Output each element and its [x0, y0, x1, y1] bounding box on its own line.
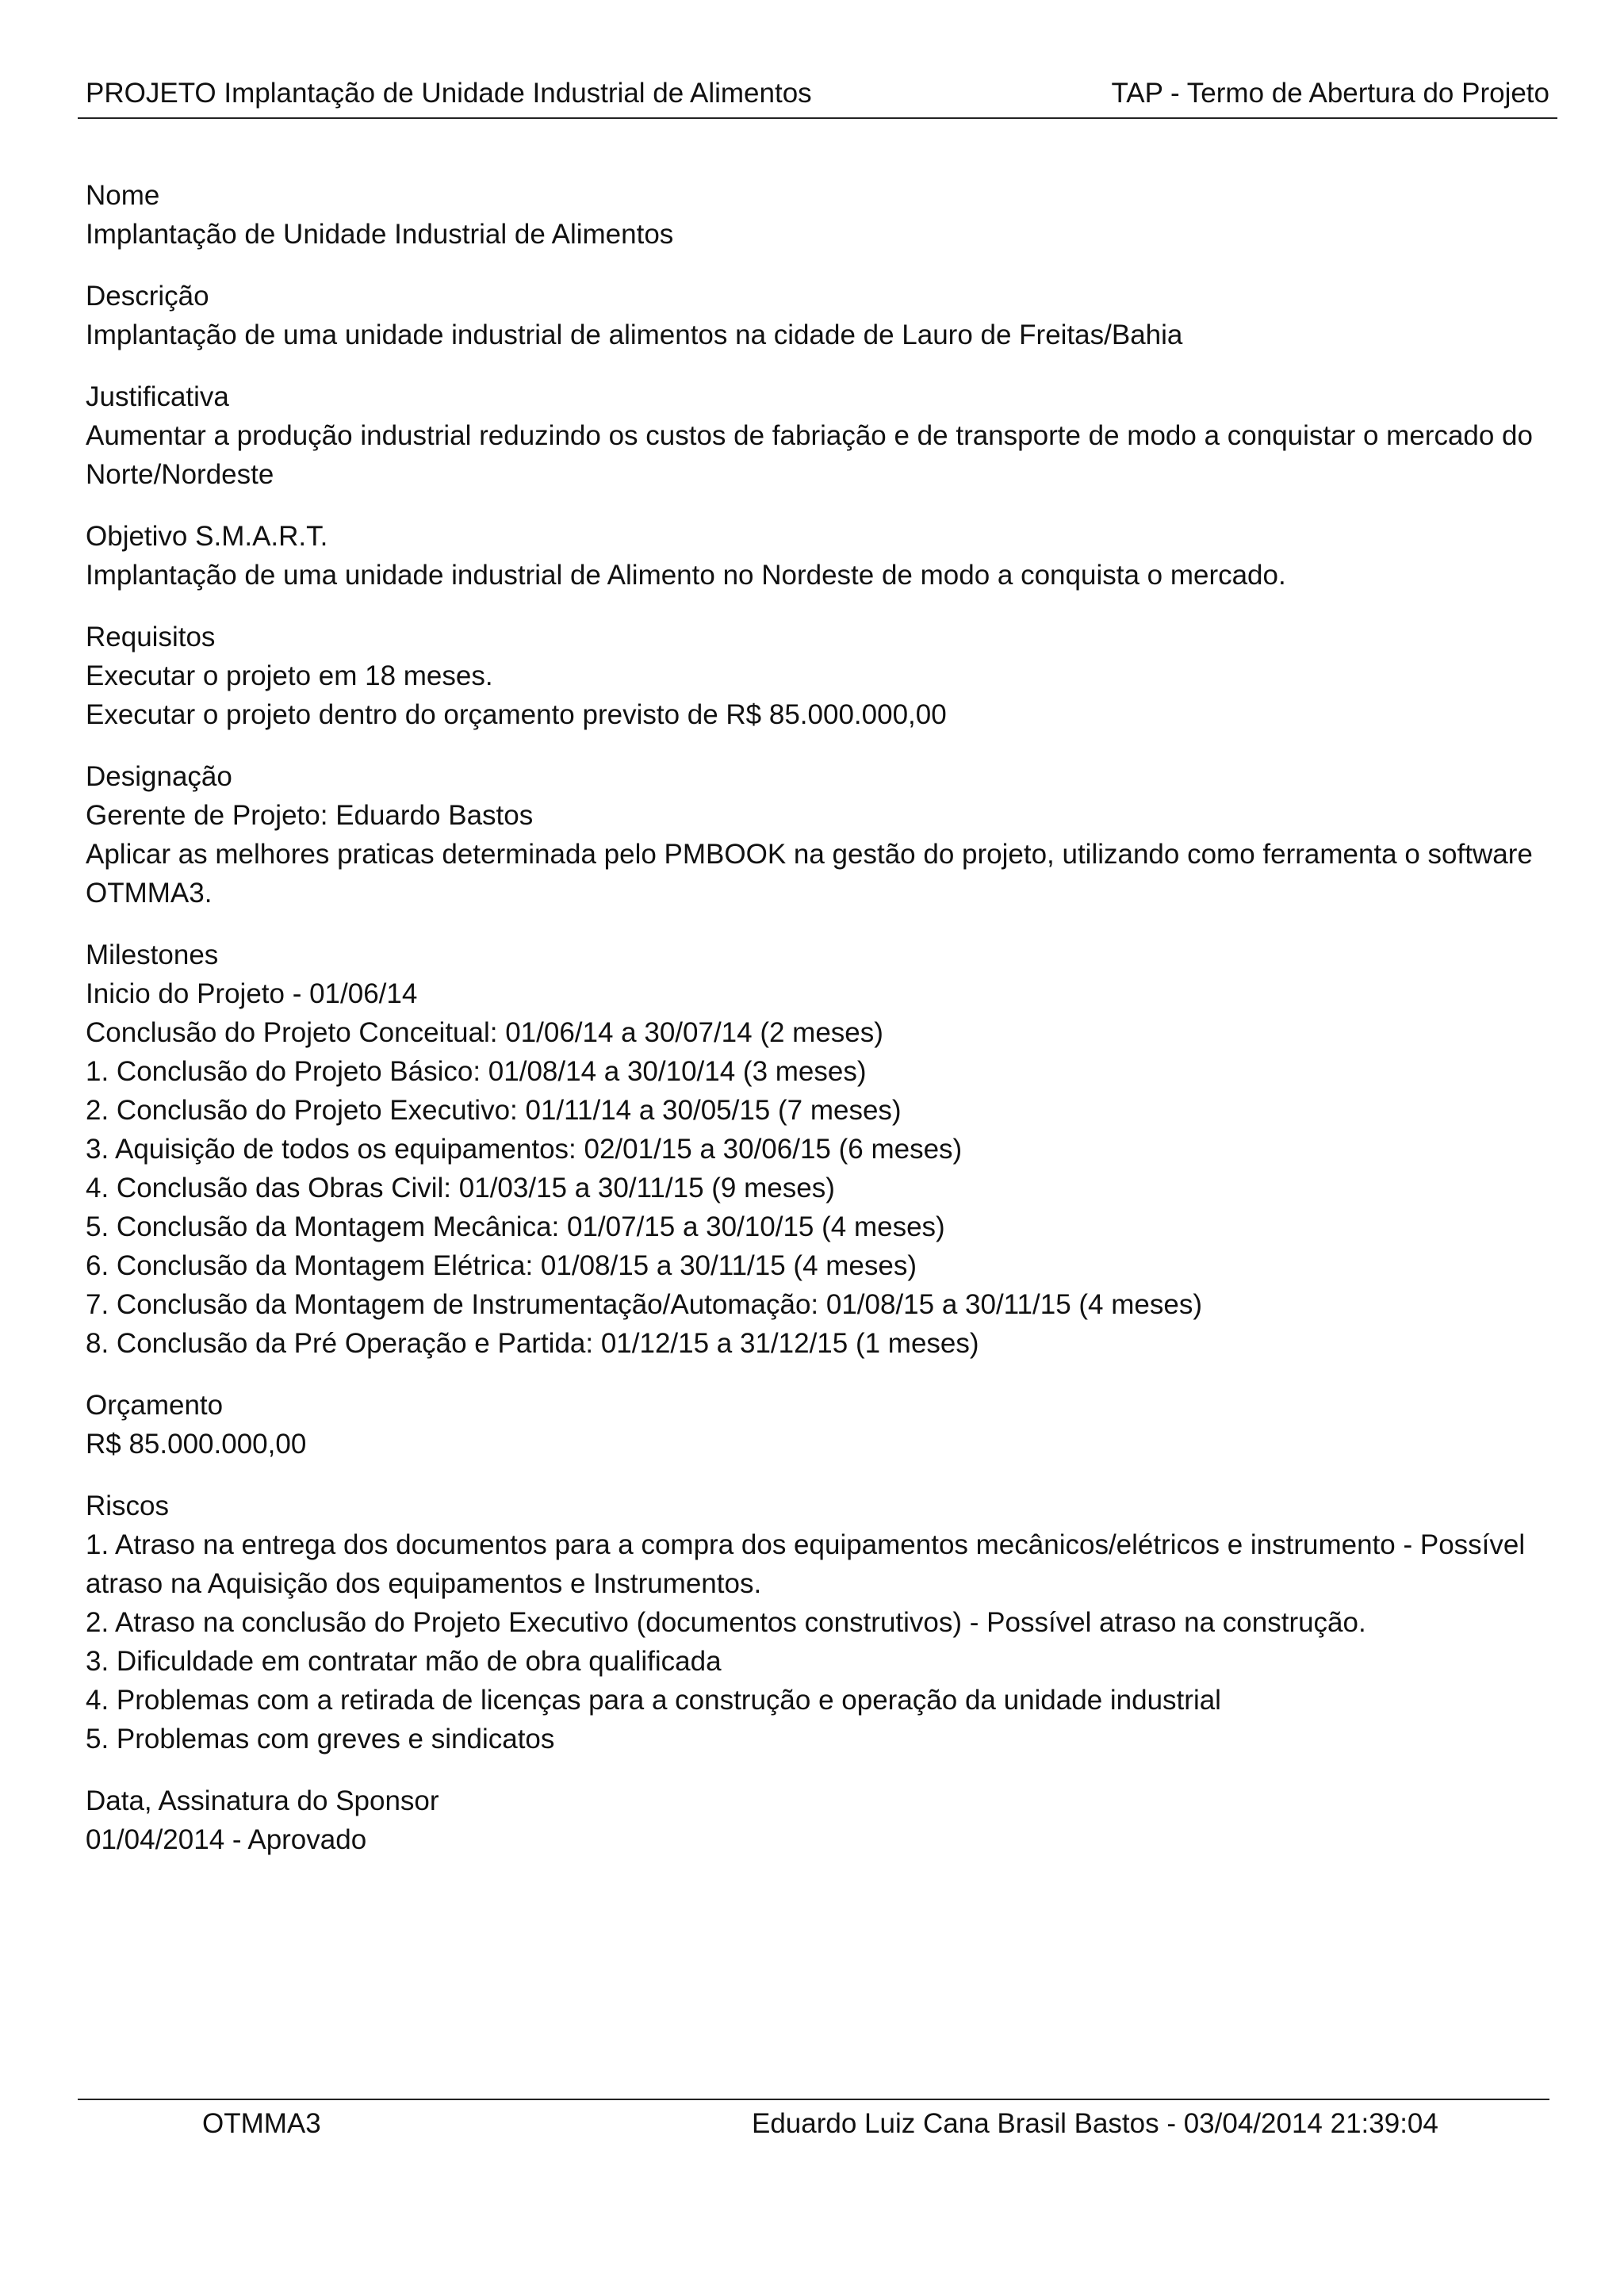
section-label: Milestones [86, 939, 219, 970]
section-label: Justificativa [86, 381, 229, 412]
header-document-type: TAP - Termo de Abertura do Projeto [1111, 78, 1549, 109]
section-objetivo [86, 517, 1553, 595]
footer-author-timestamp: Eduardo Luiz Cana Brasil Bastos - 03/04/2014 21:39:04 [752, 2108, 1438, 2139]
header-project-title: PROJETO Implantação de Unidade Industrial de Alimentos [86, 78, 812, 109]
section-line: R$ 85.000.000,00 [86, 1429, 307, 1460]
section-line: Implantação de uma unidade industrial de Alimento no Nordeste de modo a conquista o mercado. [86, 560, 1286, 591]
milestone-item: 5. Conclusão da Montagem Mecânica: 01/07/15 a 30/10/15 (4 meses) [86, 1211, 945, 1242]
risk-item: 1. Atraso na entrega dos documentos para a compra dos equipamentos mecânicos/elétricos e instrumento - Possível atraso na Aquisição dos equipamentos e Instrumentos. [86, 1529, 1533, 1599]
risk-item: 3. Dificuldade em contratar mão de obra qualificada [86, 1646, 722, 1677]
section-orcamento [86, 1386, 1553, 1464]
section-label: Riscos [86, 1490, 170, 1521]
section-line: Gerente de Projeto: Eduardo Bastos [86, 800, 534, 831]
section-riscos [86, 1487, 1553, 1758]
section-label: Objetivo S.M.A.R.T. [86, 521, 328, 552]
section-designacao [86, 757, 1553, 913]
milestone-item: Inicio do Projeto - 01/06/14 [86, 978, 418, 1009]
section-label: Designação [86, 761, 232, 792]
milestone-item: 6. Conclusão da Montagem Elétrica: 01/08/15 a 30/11/15 (4 meses) [86, 1250, 917, 1281]
section-line: 01/04/2014 - Aprovado [86, 1824, 367, 1855]
risk-item: 4. Problemas com a retirada de licenças para a construção e operação da unidade industrial [86, 1685, 1221, 1716]
section-line: Implantação de uma unidade industrial de alimentos na cidade de Lauro de Freitas/Bahia [86, 320, 1183, 350]
footer-software-name: OTMMA3 [202, 2108, 321, 2139]
section-line: Executar o projeto dentro do orçamento previsto de R$ 85.000.000,00 [86, 699, 947, 730]
page-header [78, 75, 1557, 119]
section-descricao [86, 277, 1553, 354]
risk-item: 5. Problemas com greves e sindicatos [86, 1724, 555, 1755]
page-footer [78, 2099, 1549, 2148]
milestone-item: 2. Conclusão do Projeto Executivo: 01/11/14 a 30/05/15 (7 meses) [86, 1095, 902, 1126]
milestone-item: 1. Conclusão do Projeto Básico: 01/08/14 a 30/10/14 (3 meses) [86, 1056, 867, 1087]
section-label: Orçamento [86, 1390, 224, 1421]
section-label: Data, Assinatura do Sponsor [86, 1785, 439, 1816]
milestone-item: 3. Aquisição de todos os equipamentos: 02/01/15 a 30/06/15 (6 meses) [86, 1134, 963, 1165]
section-line: Implantação de Unidade Industrial de Alimentos [86, 219, 674, 250]
section-line: Aplicar as melhores praticas determinada pelo PMBOOK na gestão do projeto, utilizando como ferramenta o software OTMMA3. [86, 839, 1541, 909]
section-requisitos [86, 618, 1553, 734]
section-label: Requisitos [86, 622, 216, 652]
risk-item: 2. Atraso na conclusão do Projeto Executivo (documentos construtivos) - Possível atraso na construção. [86, 1607, 1366, 1638]
milestone-item: 8. Conclusão da Pré Operação e Partida: 01/12/15 a 31/12/15 (1 meses) [86, 1328, 979, 1359]
section-assinatura [86, 1781, 1553, 1859]
section-label: Descrição [86, 281, 209, 312]
section-milestones [86, 936, 1553, 1363]
section-nome [86, 176, 1553, 254]
section-label: Nome [86, 180, 160, 211]
section-justificativa [86, 377, 1553, 494]
section-line: Executar o projeto em 18 meses. [86, 660, 493, 691]
milestone-item: 4. Conclusão das Obras Civil: 01/03/15 a 30/11/15 (9 meses) [86, 1173, 835, 1203]
milestone-item: Conclusão do Projeto Conceitual: 01/06/14 a 30/07/14 (2 meses) [86, 1017, 883, 1048]
section-line: Aumentar a produção industrial reduzindo os custos de fabriação e de transporte de modo a conquistar o mercado do Norte/Nordeste [86, 420, 1541, 490]
document-body [86, 176, 1553, 1882]
milestone-item: 7. Conclusão da Montagem de Instrumentação/Automação: 01/08/15 a 30/11/15 (4 meses) [86, 1289, 1202, 1320]
